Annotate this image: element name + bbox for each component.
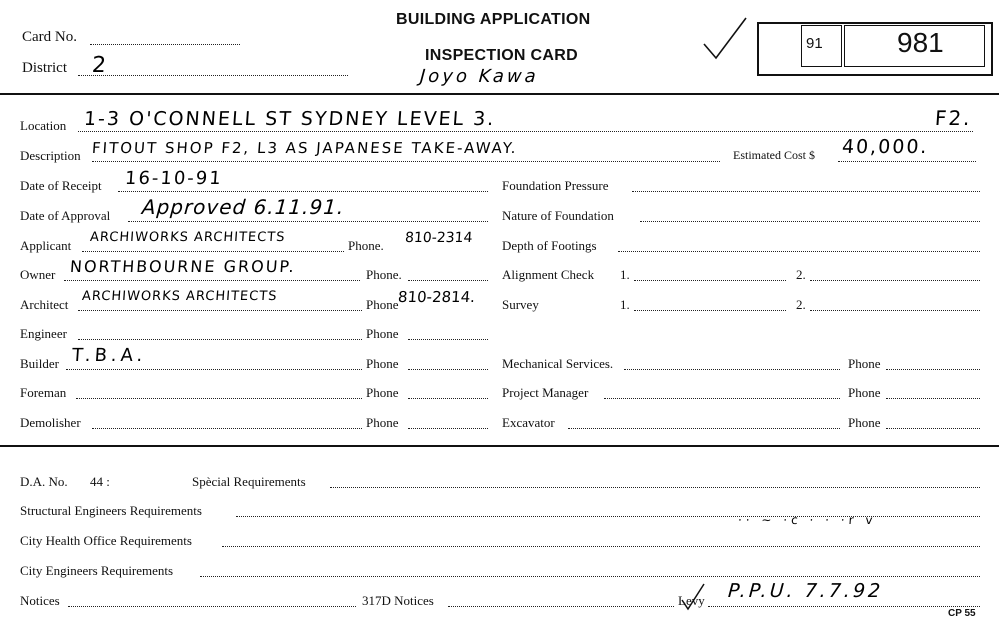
builder-phone-field bbox=[408, 369, 488, 370]
description-label: Description bbox=[20, 148, 81, 163]
excavator-field bbox=[568, 428, 840, 429]
demolisher-label: Demolisher bbox=[20, 415, 81, 430]
engineer-field bbox=[78, 339, 362, 340]
special-requirements-field bbox=[330, 487, 980, 488]
header-divider bbox=[0, 93, 999, 95]
applicant-field bbox=[82, 251, 344, 252]
excavator-phone-field bbox=[886, 428, 980, 429]
project-manager-field bbox=[604, 398, 840, 399]
location-ref: F2. bbox=[934, 106, 973, 130]
builder-label: Builder bbox=[20, 356, 59, 371]
alignment-2-field bbox=[810, 280, 980, 281]
health-value: ·· ~ ·c · · ·r v bbox=[737, 513, 877, 527]
district-value: 2 bbox=[91, 53, 109, 78]
da-value: 44 : bbox=[90, 474, 110, 489]
nature-foundation-field bbox=[640, 221, 980, 222]
survey-1-label: 1. bbox=[620, 297, 630, 312]
survey-2-label: 2. bbox=[796, 297, 806, 312]
architect-value: ARCHIWORKS ARCHITECTS bbox=[81, 289, 278, 304]
architect-label: Architect bbox=[20, 297, 69, 312]
approval-label: Date of Approval bbox=[20, 208, 111, 223]
depth-footings-field bbox=[618, 251, 980, 252]
card-no-field bbox=[90, 44, 240, 45]
description-value: FITOUT SHOP F2, L3 AS JAPANESE TAKE-AWAY. bbox=[91, 139, 519, 157]
survey-2-field bbox=[810, 310, 980, 311]
demolisher-phone-field bbox=[408, 428, 488, 429]
estimated-cost-field bbox=[838, 161, 976, 162]
city-engineers-field bbox=[200, 576, 980, 577]
engineer-phone-field bbox=[408, 339, 488, 340]
location-label: Location bbox=[20, 118, 67, 133]
requirements-divider bbox=[0, 445, 999, 447]
levy-field bbox=[708, 606, 980, 607]
notices-317d-field bbox=[448, 606, 674, 607]
estimated-cost-value: 40,000. bbox=[841, 136, 930, 158]
applicant-value: ARCHIWORKS ARCHITECTS bbox=[89, 230, 286, 245]
applicant-label: Applicant bbox=[20, 238, 72, 253]
receipt-field bbox=[118, 191, 488, 192]
project-manager-phone-label: Phone bbox=[848, 385, 881, 400]
mechanical-phone-field bbox=[886, 369, 980, 370]
levy-tick-icon bbox=[680, 582, 706, 612]
alignment-1-field bbox=[634, 280, 786, 281]
special-requirements-label: Spècial Requirements bbox=[192, 474, 306, 489]
project-manager-label: Project Manager bbox=[502, 385, 589, 400]
applicant-phone-label: Phone. bbox=[348, 238, 384, 253]
check-mark-icon bbox=[700, 14, 750, 62]
foreman-phone-label: Phone bbox=[366, 385, 399, 400]
excavator-phone-label: Phone bbox=[848, 415, 881, 430]
architect-phone-label: Phone bbox=[366, 297, 399, 312]
foreman-phone-field bbox=[408, 398, 488, 399]
approval-value: Approved 6.11.91. bbox=[141, 195, 346, 219]
foundation-pressure-label: Foundation Pressure bbox=[502, 178, 609, 193]
receipt-label: Date of Receipt bbox=[20, 178, 102, 193]
location-value: 1-3 O'CONNELL ST SYDNEY LEVEL 3. bbox=[83, 108, 497, 130]
alignment-label: Alignment Check bbox=[502, 267, 595, 282]
foreman-label: Foreman bbox=[20, 385, 67, 400]
mechanical-phone-label: Phone bbox=[848, 356, 881, 371]
notices-field bbox=[68, 606, 356, 607]
levy-label: Levy bbox=[678, 593, 705, 608]
builder-value: T.B.A. bbox=[71, 345, 148, 366]
description-field bbox=[92, 161, 720, 162]
mechanical-field bbox=[624, 369, 840, 370]
excavator-label: Excavator bbox=[502, 415, 555, 430]
engineer-label: Engineer bbox=[20, 326, 67, 341]
applicant-phone-value: 810-2314 bbox=[404, 230, 473, 246]
health-label: City Health Office Requirements bbox=[20, 533, 192, 548]
owner-field bbox=[64, 280, 360, 281]
project-manager-phone-field bbox=[886, 398, 980, 399]
form-code: CP 55 bbox=[948, 608, 976, 619]
district-label: District bbox=[22, 60, 67, 76]
title-line1: BUILDING APPLICATION bbox=[396, 11, 591, 28]
owner-label: Owner bbox=[20, 267, 56, 282]
engineer-phone-label: Phone bbox=[366, 326, 399, 341]
da-label: D.A. No. bbox=[20, 474, 68, 489]
survey-1-field bbox=[634, 310, 786, 311]
approval-field bbox=[128, 221, 488, 222]
structural-label: Structural Engineers Requirements bbox=[20, 503, 202, 518]
city-engineers-label: City Engineers Requirements bbox=[20, 563, 174, 578]
alignment-2-label: 2. bbox=[796, 267, 806, 282]
card-no-label: Card No. bbox=[22, 29, 77, 45]
district-field bbox=[78, 75, 348, 76]
architect-phone-value: 810-2814. bbox=[397, 288, 476, 306]
builder-phone-label: Phone bbox=[366, 356, 399, 371]
mechanical-label: Mechanical Services. bbox=[502, 356, 614, 371]
levy-value: P.P.U. 7.7.92 bbox=[727, 580, 884, 602]
owner-phone-label: Phone. bbox=[366, 267, 402, 282]
number-box-value: 981 bbox=[897, 27, 944, 58]
survey-label: Survey bbox=[502, 297, 539, 312]
demolisher-phone-label: Phone bbox=[366, 415, 399, 430]
builder-field bbox=[66, 369, 362, 370]
year-box-value: 91 bbox=[806, 35, 823, 52]
foreman-field bbox=[76, 398, 362, 399]
title-line2: INSPECTION CARD bbox=[425, 47, 578, 64]
signature: Joyo Kawa bbox=[419, 66, 540, 87]
owner-value: NORTHBOURNE GROUP. bbox=[69, 257, 297, 276]
health-field bbox=[222, 546, 980, 547]
alignment-1-label: 1. bbox=[620, 267, 630, 282]
demolisher-field bbox=[92, 428, 362, 429]
receipt-value: 16-10-91 bbox=[124, 168, 224, 189]
estimated-cost-label: Estimated Cost $ bbox=[733, 148, 815, 162]
location-field bbox=[78, 131, 973, 132]
depth-footings-label: Depth of Footings bbox=[502, 238, 597, 253]
notices-label: Notices bbox=[20, 593, 60, 608]
foundation-pressure-field bbox=[632, 191, 980, 192]
owner-phone-field bbox=[408, 280, 488, 281]
nature-foundation-label: Nature of Foundation bbox=[502, 208, 614, 223]
notices-317d-label: 317D Notices bbox=[362, 593, 434, 608]
architect-field bbox=[78, 310, 362, 311]
